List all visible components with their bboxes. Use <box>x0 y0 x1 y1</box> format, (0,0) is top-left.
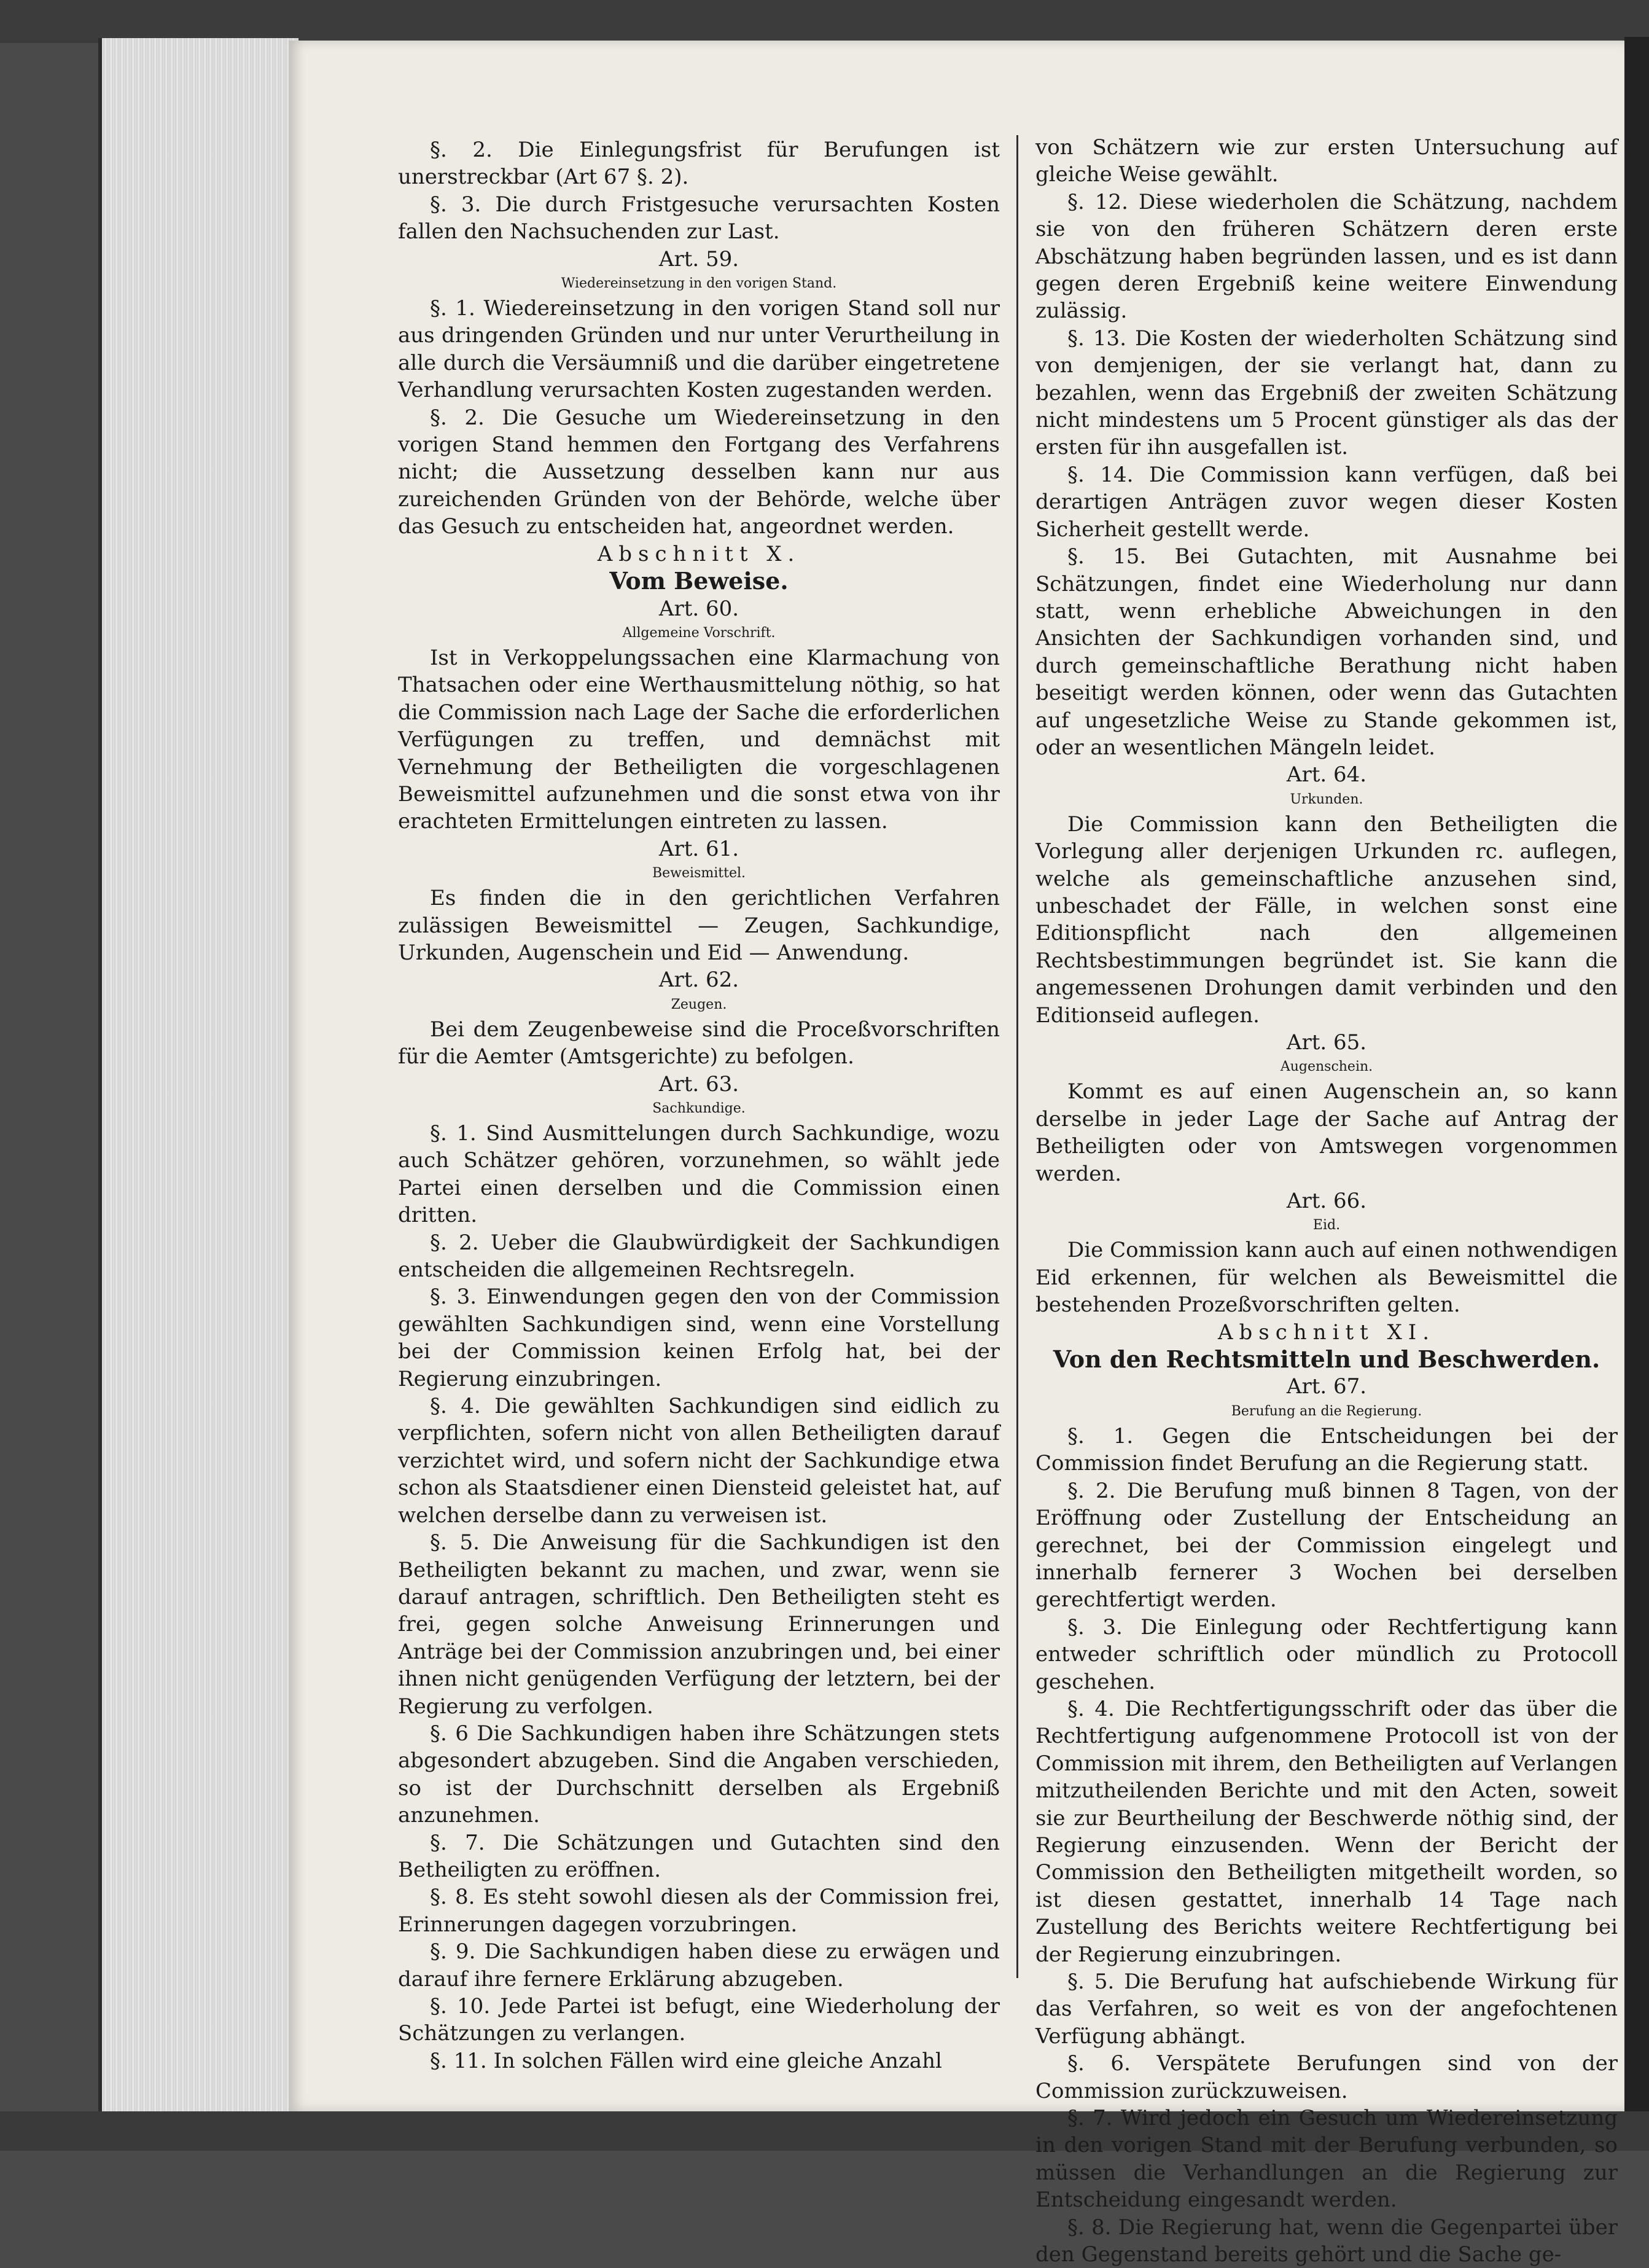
paragraph: §. 5. Die Anweisung für die Sachkundigen ist den Betheiligten bekannt zu machen, und zwar, wenn sie darauf antragen, schriftlich. Den Betheiligten steht es frei, gegen solche Anweisung Erinnerungen und Anträge bei der Commission anzubringen und, bei einer ihnen nicht genügenden Verfügung der letztern, bei der Regierung zu verfolgen. <box>398 1530 1000 1719</box>
article-subtitle: Wiedereinsetzung in den vorigen Stand. <box>561 276 837 292</box>
article-number: Art. 59. <box>658 246 739 272</box>
paragraph: Die Commission kann auch auf einen nothwendigen Eid erkennen, für welchen als Beweismittel die bestehenden Prozeßvorschriften gelten. <box>1035 1238 1618 1318</box>
article-subtitle: Augenschein. <box>1280 1059 1373 1075</box>
paragraph: §. 7. Die Schätzungen und Gutachten sind den Betheiligten zu eröffnen. <box>398 1830 1000 1882</box>
paragraph: §. 5. Die Berufung hat aufschiebende Wirkung für das Verfahren, so weit es von der angefochtenen Verfügung abhängt. <box>1035 1969 1618 2049</box>
scan-background-top <box>0 0 1649 43</box>
paragraph: §. 1. Gegen die Entscheidungen bei der Commission findet Berufung an die Regierung statt. <box>1035 1423 1618 1476</box>
section-heading: Vom Beweise. <box>609 567 789 595</box>
right-column <box>1035 134 1618 2267</box>
paragraph: §. 3. Die durch Fristgesuche verursachten Kosten fallen den Nachsuchenden zur Last. <box>398 192 1000 244</box>
section-number: Abschnitt XI. <box>1217 1320 1436 1345</box>
paragraph: Es finden die in den gerichtlichen Verfahren zulässigen Beweismittel — Zeugen, Sachkundige, Urkunden, Augenschein und Eid — Anwendung. <box>398 886 1000 965</box>
paragraph: §. 7. Wird jedoch ein Gesuch um Wiedereinsetzung in den vorigen Stand mit der Berufung verbunden, so müssen die Verhandlungen an die Regierung zur Entscheidung eingesandt werden. <box>1035 2106 1618 2213</box>
article-subtitle: Eid. <box>1312 1218 1341 1234</box>
paragraph: §. 15. Bei Gutachten, mit Ausnahme bei Schätzungen, findet eine Wiederholung nur dann statt, wenn erhebliche Abweichungen in den Ansichten der Sachkundigen vorhanden sind, und durch gemeinschaftliche Berathung nicht haben beseitigt werden können, oder wenn das Gutachten auf ungesetzliche Weise zu Stande gekommen ist, oder an wesentlichen Mängeln leidet. <box>1035 544 1618 760</box>
article-number: Art. 66. <box>1286 1189 1367 1214</box>
article-subtitle: Sachkundige. <box>652 1101 746 1116</box>
paragraph: Kommt es auf einen Augenschein an, so kann derselbe in jeder Lage der Sache auf Antrag der Betheiligten oder von Amtswegen vorgenommen werden. <box>1035 1079 1618 1186</box>
paragraph: §. 2. Ueber die Glaubwürdigkeit der Sachkundigen entscheiden die allgemeinen Rechtsregeln. <box>398 1230 1000 1283</box>
article-subtitle: Zeugen. <box>671 996 727 1012</box>
paragraph: Ist in Verkoppelungssachen eine Klarmachung von Thatsachen oder eine Werthausmittelung nöthig, so hat die Commission nach Lage der Sache die erforderlichen Verfügungen zu treffen, und demnächst mit Vernehmung der Betheiligten die vorgeschlagenen Beweismittel aufzunehmen und die sonst etwa von ihr erachteten Ermittelungen eintreten zu lassen. <box>398 645 1000 834</box>
article-number: Art. 67. <box>1286 1374 1367 1399</box>
paragraph: §. 2. Die Einlegungsfrist für Berufungen ist unerstreckbar (Art 67 §. 2). <box>398 138 1000 190</box>
paragraph: §. 4. Die Rechtfertigungsschrift oder das über die Rechtfertigung aufgenommene Protocoll ist von der Commission mit ihrem, den Betheiligten auf Verlangen mitzutheilenden Berichte und mit den Acten, soweit sie zur Beurtheilung der Beschwerde nöthig sind, der Regierung einzusenden. Wenn der Bericht der Commission den Betheiligten mitgetheilt worden, so ist diesen gestattet, innerhalb 14 Tage nach Zustellung des Berichts weitere Rechtfertigung bei der Regierung einzubringen. <box>1035 1696 1618 1967</box>
paragraph: §. 2. Die Gesuche um Wiedereinsetzung in den vorigen Stand hemmen den Fortgang des Verfahrens nicht; die Aussetzung desselben kann nur aus zureichenden Gründen von der Behörde, welche über das Gesuch zu entscheiden hat, angeordnet werden. <box>398 405 1000 539</box>
paragraph: §. 14. Die Commission kann verfügen, daß bei derartigen Anträgen zuvor wegen dieser Kosten Sicherheit gestellt werde. <box>1035 462 1618 542</box>
paragraph: §. 8. Es steht sowohl diesen als der Commission frei, Erinnerungen dagegen vorzubringen. <box>398 1885 1000 1937</box>
paragraph: §. 9. Die Sachkundigen haben diese zu erwägen und darauf ihre fernere Erklärung abzugeben. <box>398 1939 1000 1992</box>
section-number: Abschnitt X. <box>597 541 801 566</box>
paragraph: §. 10. Jede Partei ist befugt, eine Wiederholung der Schätzungen zu verlangen. <box>398 1994 1000 2046</box>
paragraph: §. 6 Die Sachkundigen haben ihre Schätzungen stets abgesondert abzugeben. Sind die Angaben verschieden, so ist der Durchschnitt derselben als Ergebniß anzunehmen. <box>398 1721 1000 1828</box>
column-divider <box>1016 135 1018 1978</box>
paragraph: von Schätzern wie zur ersten Untersuchung auf gleiche Weise gewählt. <box>1035 135 1618 187</box>
article-subtitle: Urkunden. <box>1290 791 1363 807</box>
article-number: Art. 63. <box>658 1071 739 1097</box>
left-column <box>398 136 1000 2073</box>
scan-background-right <box>1624 37 1649 2151</box>
paragraph: §. 11. In solchen Fällen wird eine gleiche Anzahl <box>430 2048 942 2073</box>
article-number: Art. 61. <box>658 836 739 861</box>
section-heading: Von den Rechtsmitteln und Beschwerden. <box>1053 1345 1600 1374</box>
paragraph: §. 3. Einwendungen gegen den von der Commission gewählten Sachkundigen sind, wenn eine Vorstellung bei der Commission keinen Erfolg hat, bei der Regierung einzubringen. <box>398 1285 1000 1391</box>
paragraph: Bei dem Zeugenbeweise sind die Proceßvorschriften für die Aemter (Amtsgerichte) zu befolgen. <box>398 1017 1000 1069</box>
article-number: Art. 60. <box>658 596 739 621</box>
paragraph: §. 2. Die Berufung muß binnen 8 Tagen, von der Eröffnung oder Zustellung der Entscheidung an gerechnet, bei der Commission eingelegt und innerhalb fernerer 3 Wochen bei derselben gerechtfertigt werden. <box>1035 1478 1618 1613</box>
paragraph: §. 1. Wiedereinsetzung in den vorigen Stand soll nur aus dringenden Gründen und nur unter Verurtheilung in alle durch die Versäumniß und die darüber eingetretene Verhandlung verursachten Kosten zugestanden werden. <box>398 296 1000 403</box>
article-number: Art. 64. <box>1286 762 1367 788</box>
article-subtitle: Allgemeine Vorschrift. <box>622 625 776 641</box>
paragraph: §. 1. Sind Ausmittelungen durch Sachkundige, wozu auch Schätzer gehören, vorzunehmen, so wählt jede Partei einen derselben und die Commission einen dritten. <box>398 1121 1000 1228</box>
paragraph: §. 6. Verspätete Berufungen sind von der Commission zurückzuweisen. <box>1035 2051 1618 2103</box>
article-number: Art. 65. <box>1286 1030 1367 1055</box>
article-subtitle: Beweismittel. <box>652 866 746 882</box>
paragraph: §. 12. Diese wiederholen die Schätzung, nachdem sie von den früheren Schätzern deren erste Abschätzung haben begründen lassen, und es ist dann gegen deren Ergebniß keine weitere Einwendung zulässig. <box>1035 189 1618 324</box>
article-number: Art. 62. <box>658 968 739 993</box>
article-subtitle: Berufung an die Regierung. <box>1231 1403 1422 1419</box>
paragraph: Die Commission kann den Betheiligten die Vorlegung aller derjenigen Urkunden rc. auflegen, welche als gemeinschaftliche anzusehen sind, unbeschadet der Fälle, in welchen sonst eine Editionspflicht nach den allgemeinen Rechtsbestimmungen begründet ist. Sie kann die angemessenen Drohungen damit verbinden und den Editionseid auflegen. <box>1035 811 1618 1028</box>
book-page-edges <box>98 38 298 2111</box>
paragraph: §. 8. Die Regierung hat, wenn die Gegenpartei über den Gegenstand bereits gehört und die Sache ge- <box>1035 2215 1618 2267</box>
paragraph: §. 4. Die gewählten Sachkundigen sind eidlich zu verpflichten, sofern nicht von allen Betheiligten darauf verzichtet wird, und sofern nicht der Sachkundige etwa schon als Staatsdiener einen Diensteid geleistet hat, auf welchen derselbe dann zu verweisen ist. <box>398 1394 1000 1528</box>
paragraph: §. 13. Die Kosten der wiederholten Schätzung sind von demjenigen, der sie verlangt hat, dann zu bezahlen, wenn das Ergebniß der zweiten Schätzung nicht mindestens um 5 Procent günstiger als das der ersten für ihn ausgefallen ist. <box>1035 326 1618 460</box>
paragraph: §. 3. Die Einlegung oder Rechtfertigung kann entweder schriftlich oder mündlich zu Protocoll geschehen. <box>1035 1614 1618 1694</box>
